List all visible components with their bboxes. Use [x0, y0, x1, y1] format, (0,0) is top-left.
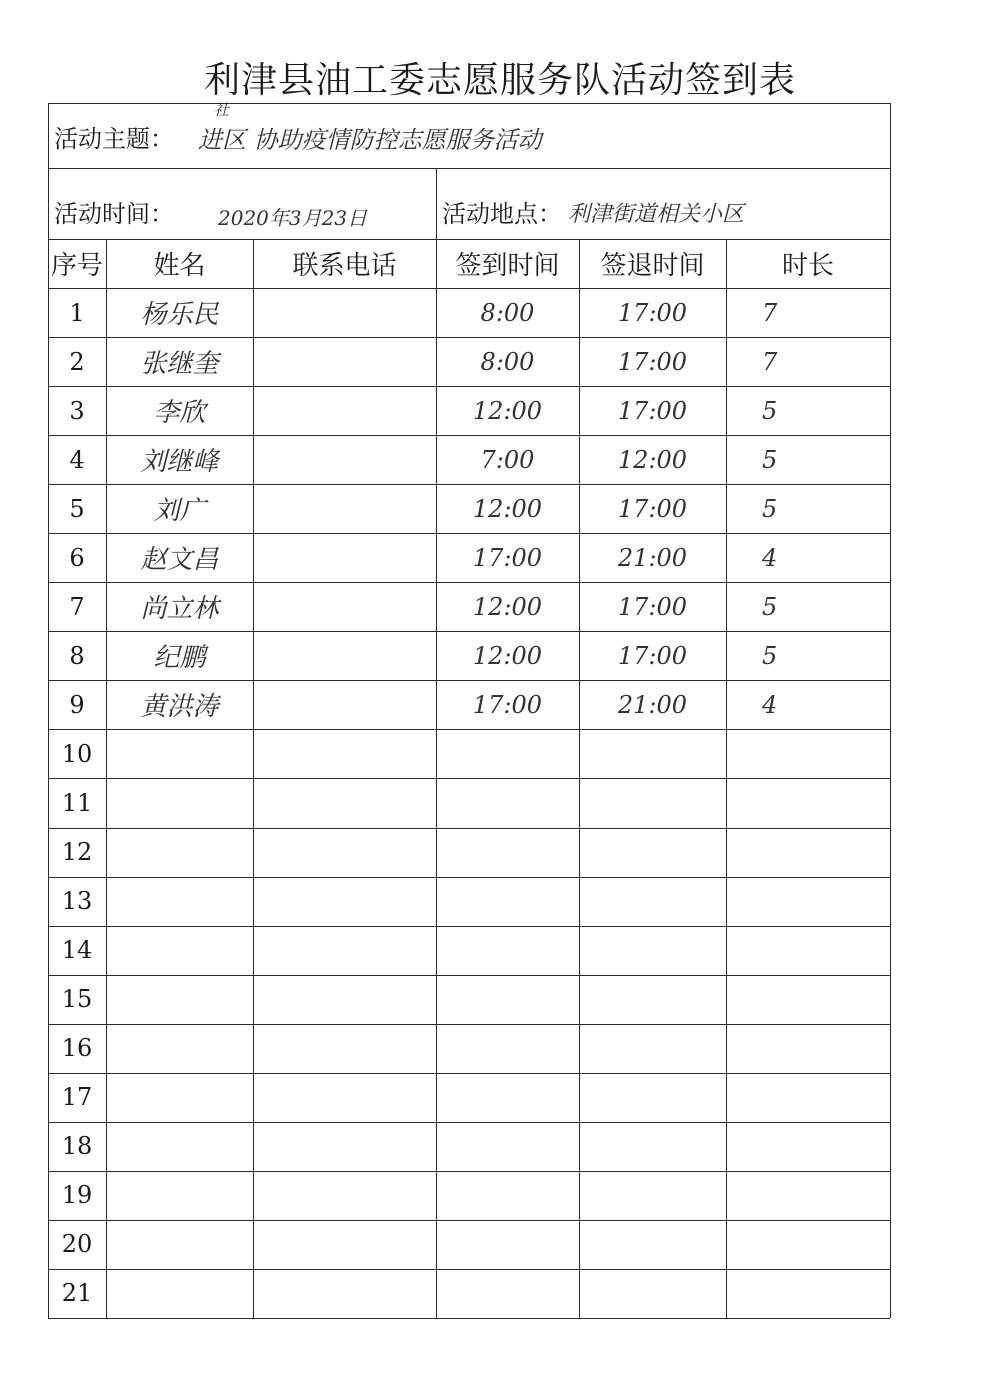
- participant-name: [106, 1073, 253, 1122]
- duration-hours: [726, 1269, 890, 1318]
- sign-out-time: [579, 1171, 726, 1220]
- column-header: 签退时间: [600, 251, 705, 281]
- phone-number: [253, 386, 436, 435]
- phone-number: [253, 533, 436, 582]
- sign-out-time: 17:00: [617, 347, 688, 376]
- participant-name: 尚立林: [140, 594, 219, 625]
- phone-number: [253, 1171, 436, 1220]
- duration-hours: [726, 828, 890, 877]
- theme-value: 进区 协助疫情防控志愿服务活动: [198, 126, 542, 154]
- phone-number: [253, 828, 436, 877]
- participant-name: [106, 778, 253, 827]
- row-number: 7: [69, 592, 85, 621]
- theme-correction: 社: [214, 101, 230, 119]
- sign-out-time: 17:00: [617, 298, 688, 327]
- row-number: 15: [61, 985, 93, 1014]
- participant-name: 黄洪涛: [140, 692, 219, 723]
- theme-label: 活动主题：: [54, 125, 174, 153]
- participant-name: 杨乐民: [140, 300, 219, 331]
- sign-out-time: [579, 1269, 726, 1318]
- place-value: 利津街道相关小区: [568, 202, 745, 227]
- sign-in-time: 12:00: [472, 396, 543, 425]
- column-header: 联系电话: [292, 251, 397, 281]
- duration-hours: [726, 1073, 890, 1122]
- sign-in-time: 12:00: [472, 641, 543, 670]
- column-header: 姓名: [153, 251, 206, 281]
- sign-in-time: 8:00: [480, 298, 535, 327]
- participant-name: [106, 1024, 253, 1073]
- row-number: 3: [69, 396, 85, 425]
- sign-in-time: 17:00: [472, 690, 543, 719]
- duration-hours: [726, 1024, 890, 1073]
- sign-in-time: [436, 975, 579, 1024]
- sign-in-time: [436, 1220, 579, 1269]
- participant-name: 赵文昌: [140, 545, 219, 576]
- row-number: 18: [61, 1132, 93, 1161]
- sign-out-time: 17:00: [617, 494, 688, 523]
- duration-hours: 4: [762, 690, 778, 719]
- duration-hours: [726, 926, 890, 975]
- participant-name: 纪鹏: [153, 643, 206, 674]
- participant-name: [106, 877, 253, 926]
- time-label: 活动时间：: [54, 200, 174, 228]
- row-number: 14: [61, 936, 93, 965]
- sign-out-time: 21:00: [617, 543, 688, 572]
- phone-number: [253, 435, 436, 484]
- sign-in-time: [436, 1269, 579, 1318]
- participant-name: 刘广: [153, 496, 206, 527]
- duration-hours: [726, 1171, 890, 1220]
- sign-in-time: 7:00: [480, 445, 535, 474]
- phone-number: [253, 484, 436, 533]
- sign-in-time: [436, 828, 579, 877]
- sign-out-time: [579, 1220, 726, 1269]
- row-number: 19: [61, 1181, 93, 1210]
- phone-number: [253, 1220, 436, 1269]
- duration-hours: 5: [762, 445, 778, 474]
- phone-number: [253, 1024, 436, 1073]
- phone-number: [253, 877, 436, 926]
- participant-name: [106, 1269, 253, 1318]
- phone-number: [253, 680, 436, 729]
- sign-in-time: 8:00: [480, 347, 535, 376]
- phone-number: [253, 631, 436, 680]
- sign-in-time: [436, 778, 579, 827]
- column-header: 签到时间: [455, 251, 560, 281]
- row-number: 17: [61, 1083, 93, 1112]
- row-number: 12: [61, 838, 93, 867]
- sign-out-time: [579, 877, 726, 926]
- phone-number: [253, 729, 436, 778]
- row-number: 2: [69, 347, 85, 376]
- sign-out-time: 21:00: [617, 690, 688, 719]
- row-number: 16: [61, 1034, 93, 1063]
- phone-number: [253, 582, 436, 631]
- sign-in-time: [436, 729, 579, 778]
- phone-number: [253, 926, 436, 975]
- sign-in-time: 17:00: [472, 543, 543, 572]
- duration-hours: [726, 877, 890, 926]
- sign-out-time: [579, 975, 726, 1024]
- participant-name: 张继奎: [140, 349, 219, 380]
- sign-out-time: 17:00: [617, 641, 688, 670]
- sign-out-time: 17:00: [617, 592, 688, 621]
- duration-hours: [726, 729, 890, 778]
- participant-name: [106, 1171, 253, 1220]
- sign-in-time: [436, 926, 579, 975]
- phone-number: [253, 975, 436, 1024]
- duration-hours: [726, 1220, 890, 1269]
- participant-name: [106, 729, 253, 778]
- sign-in-time: [436, 1073, 579, 1122]
- participant-name: [106, 926, 253, 975]
- sign-in-time: [436, 1024, 579, 1073]
- duration-hours: 5: [762, 396, 778, 425]
- participant-name: [106, 1220, 253, 1269]
- duration-hours: 5: [762, 641, 778, 670]
- phone-number: [253, 337, 436, 386]
- row-number: 6: [69, 543, 85, 572]
- row-number: 1: [69, 298, 85, 327]
- duration-hours: 7: [762, 347, 778, 376]
- phone-number: [253, 288, 436, 337]
- duration-hours: [726, 778, 890, 827]
- divider-time-place: [436, 168, 437, 239]
- row-number: 13: [61, 887, 93, 916]
- column-header: 序号: [50, 251, 103, 281]
- sign-in-time: [436, 1171, 579, 1220]
- sign-out-time: [579, 1122, 726, 1171]
- participant-name: [106, 975, 253, 1024]
- border-right: [890, 103, 891, 1318]
- row-number: 5: [69, 494, 85, 523]
- row-number: 20: [61, 1230, 93, 1259]
- sign-out-time: 17:00: [617, 396, 688, 425]
- participant-name: 李欣: [153, 398, 206, 429]
- participant-name: [106, 1122, 253, 1171]
- row-number: 9: [69, 690, 85, 719]
- sign-out-time: [579, 926, 726, 975]
- duration-hours: [726, 1122, 890, 1171]
- phone-number: [253, 1073, 436, 1122]
- sign-in-time: 12:00: [472, 494, 543, 523]
- sign-out-time: [579, 729, 726, 778]
- duration-hours: 4: [762, 543, 778, 572]
- sheet-title: 利津县油工委志愿服务队活动签到表: [203, 60, 796, 101]
- sign-out-time: 12:00: [617, 445, 688, 474]
- sign-in-sheet: [48, 103, 890, 1318]
- duration-hours: 7: [762, 298, 778, 327]
- column-header: 时长: [781, 251, 834, 281]
- sign-out-time: [579, 828, 726, 877]
- duration-hours: 5: [762, 494, 778, 523]
- sign-in-time: [436, 1122, 579, 1171]
- sign-out-time: [579, 1024, 726, 1073]
- row-number: 21: [61, 1279, 93, 1308]
- participant-name: 刘继峰: [140, 447, 219, 478]
- sign-in-time: [436, 877, 579, 926]
- row-number: 10: [61, 739, 93, 768]
- row-number: 8: [69, 641, 85, 670]
- sign-out-time: [579, 1073, 726, 1122]
- border-bottom: [48, 1318, 890, 1319]
- duration-hours: [726, 975, 890, 1024]
- divider-theme: [48, 168, 890, 169]
- duration-hours: 5: [762, 592, 778, 621]
- phone-number: [253, 1122, 436, 1171]
- time-value: 2020年3月23日: [218, 206, 368, 230]
- place-label: 活动地点：: [442, 200, 562, 228]
- phone-number: [253, 778, 436, 827]
- sign-in-time: 12:00: [472, 592, 543, 621]
- border-top: [48, 103, 890, 104]
- sign-out-time: [579, 778, 726, 827]
- row-number: 4: [69, 445, 85, 474]
- phone-number: [253, 1269, 436, 1318]
- row-number: 11: [61, 788, 93, 817]
- participant-name: [106, 828, 253, 877]
